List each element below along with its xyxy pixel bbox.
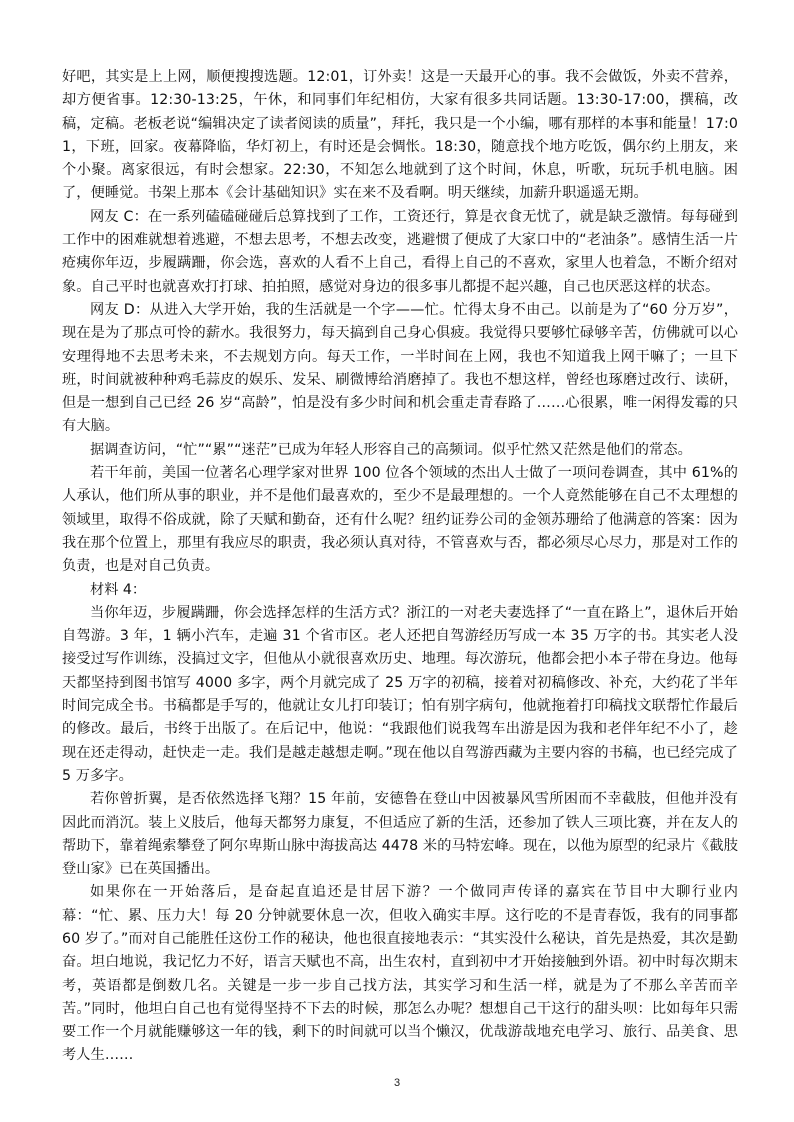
paragraph-netizen-c: 网友 C：在一系列磕磕碰碰后总算找到了工作，工资还行，算是衣食无忧了，就是缺乏激情。每每碰到工作中的困难就想着逃避，不想去思考，不想去改变，逃避惯了便成了大家口中的“老油条”。感情生活一片疮痍你年迈，步履蹒跚，你会选，喜欢的人看不上自己，看得上自己的不喜欢，家里人也着急，不断介绍对象。自己平时也就喜欢打打球、拍拍照，感觉对身边的很多事儿都提不起兴趣，自己也厌恶这样的状态。 xyxy=(62,208,738,295)
page-number: 3 xyxy=(393,1077,401,1089)
paragraph-survey: 据调查访问，“忙”“累”“迷茫”已成为年轻人形容自己的高频词。似乎忙然又茫然是他们的常态。 xyxy=(90,441,692,458)
paragraph-interpreter: 如果你在一开始落后，是奋起直追还是甘居下游？一个做同声传译的嘉宾在节目中大聊行业内幕：“忙、累、压力大！每 20 分钟就要休息一次，但收入确实丰厚。这行吃的不是青春饭，我有的同事都 60 岁了。”而对自己能胜任这份工作的秘诀，他也很直接地表示：“其实没什么秘诀，首先是热爱，其次是勤奋。坦白地说，我记忆力不好，语言天赋也不高，出生农村，直到初中才开始接触到外语。初中时每次期末考，英语都是倒数几名。关键是一步一步自己找方法，其实学习和生活一样，就是为了不那么辛苦而辛苦。”同时，他坦白自己也有觉得坚持不下去的时候，那怎么办呢？想想自己干这行的甜头呗：比如每年只需要工作一个月就能赚够这一年的钱，剩下的时间就可以当个懒汉，优哉游哉地充电学习、旅行、品美食、思考人生…… xyxy=(62,884,738,1064)
paragraph-schedule: 好吧，其实是上上网，顺便搜搜选题。12:01，订外卖！这是一天最开心的事。我不会做饭，外卖不营养，却方便省事。12:30-13:25，午休，和同事们年纪相仿，大家有很多共同话题。13:30-17:00，撰稿，改稿，定稿。老板老说“编辑决定了读者阅读的质量”，拜托，我只是一个小编，哪有那样的本事和能量！17:01，下班，回家。夜幕降临，华灯初上，有时还是会惆怅。18:30，随意找个地方吃饭，偶尔约上朋友，来个小聚。离家很远，有时会想家。22:30，不知怎么地就到了这个时间，休息，听歌，玩玩手机电脑。困了，便睡觉。书架上那本《会计基础知识》实在来不及看啊。明天继续，加薪升职遥遥无期。 xyxy=(62,69,738,202)
paragraph-netizen-d: 网友 D：从进入大学开始，我的生活就是一个字——忙。忙得太身不由己。以前是为了“60 分万岁”，现在是为了那点可怜的薪水。我很努力，每天搞到自己身心俱疲。我觉得只要够忙碌够辛苦，仿佛就可以心安理得地不去思考未来，不去规划方向。每天工作，一半时间在上网，我也不知道我上网干嘛了；一旦下班，时间就被种种鸡毛蒜皮的娱乐、发呆、刷微博给消磨掉了。我也不想这样，曾经也琢磨过改行、读研，但是一想到自己已经 26 岁“高龄”，怕是没有多少时间和机会重走青春路了……心很累，唯一闲得发霉的只有大脑。 xyxy=(62,301,738,435)
document-body xyxy=(62,66,738,1068)
paragraph-psychologist: 若干年前，美国一位著名心理学家对世界 100 位各个领域的杰出人士做了一项问卷调查，其中 61%的人承认，他们所从事的职业，并不是他们最喜欢的，至少不是最理想的。一个人竟然能够在自己不太理想的领域里，取得不俗成就，除了天赋和勤奋，还有什么呢？纽约证券公司的金领苏珊给了他满意的答案：因为我在那个位置上，那里有我应尽的职责，我必须认真对待，不管喜欢与否，都必须尽心尽力，那是对工作的负责，也是对自己负责。 xyxy=(62,465,738,575)
paragraph-andrew: 若你曾折翼，是否依然选择飞翔？15 年前，安德鲁在登山中因被暴风雪所困而不幸截肢，但他并没有因此而消沉。装上义肢后，他每天都努力康复，不但适应了新的生活，还参加了铁人三项比赛，并在友人的帮助下，靠着绳索攀登了阿尔卑斯山脉中海拔高达 4478 米的马特宏峰。现在，以他为原型的纪录片《截肢登山家》已在英国播出。 xyxy=(62,791,738,878)
section-label-material-4: 材料 4： xyxy=(90,581,147,598)
paragraph-elderly-couple: 当你年迈，步履蹒跚，你会选择怎样的生活方式？浙江的一对老夫妻选择了“一直在路上”，退休后开始自驾游。3 年，1 辆小汽车，走遍 31 个省市区。老人还把自驾游经历写成一本 35 万字的书。其实老人没接受过写作训练，没搞过文字，但他从小就很喜欢历史、地理。每次游玩，他都会把小本子带在身边。他每天都坚持到图书馆写 4000 多字，两个月就完成了 25 万字的初稿，接着对初稿修改、补充，大约花了半年时间完成全书。书稿都是手写的，他就让女儿打印装订；怕有别字病句，他就拖着打印稿找文联帮忙作最后的修改。最后，书终于出版了。在后记中，他说：“我跟他们说我驾车出游是因为我和老伴年纪不小了，趁现在还走得动，赶快走一走。我们是越走越想走啊。”现在他以自驾游西藏为主要内容的书稿，也已经完成了 5 万多字。 xyxy=(62,604,738,784)
